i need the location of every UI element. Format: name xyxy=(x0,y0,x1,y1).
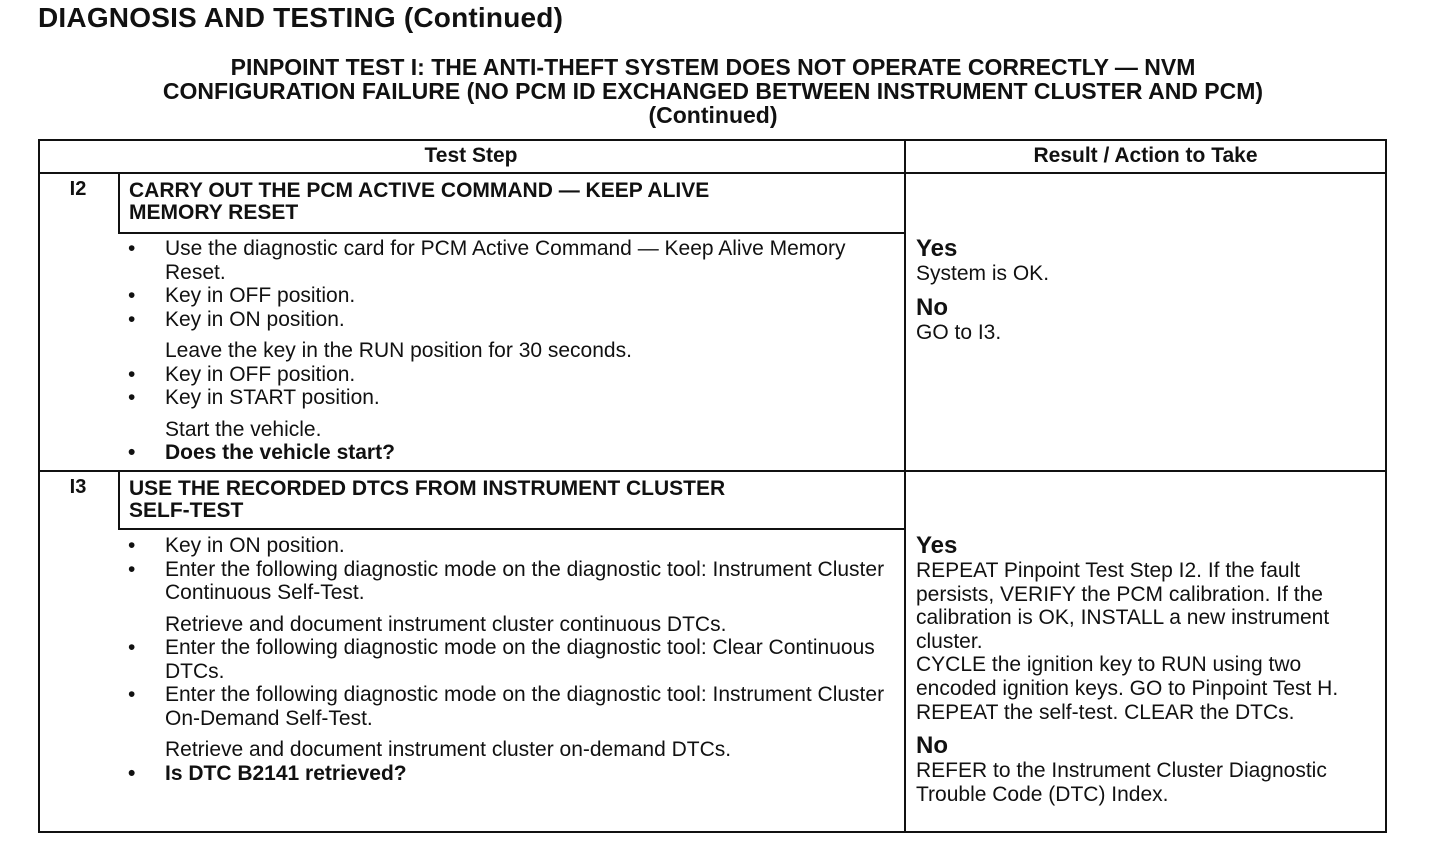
list-item: • Key in ON position. xyxy=(126,308,896,332)
step-i3-result xyxy=(916,533,1382,806)
step-i3-id: I3 xyxy=(69,476,87,498)
title-line-1: PINPOINT TEST I: THE ANTI-THEFT SYSTEM DOES NOT OPERATE CORRECTLY — NVM xyxy=(230,54,1196,80)
result-action-header: Result / Action to Take xyxy=(1033,144,1258,167)
step-i2-body xyxy=(126,237,896,465)
list-item: • Enter the following diagnostic mode on the diagnostic tool: Instrument Cluster On-Demand Self-Test. xyxy=(126,683,896,730)
page-heading: DIAGNOSIS AND TESTING (Continued) xyxy=(38,2,564,33)
no-label: No xyxy=(916,293,948,321)
list-item: • Key in START position. xyxy=(126,386,896,410)
no-action: REFER to the Instrument Cluster Diagnostic Trouble Code (DTC) Index. xyxy=(916,759,1327,806)
list-item: • Key in OFF position. xyxy=(126,363,896,387)
list-item: • Use the diagnostic card for PCM Active Command — Keep Alive Memory Reset. xyxy=(126,237,896,284)
list-note: Leave the key in the RUN position for 30 seconds. xyxy=(165,339,632,362)
list-note: Retrieve and document instrument cluster continuous DTCs. xyxy=(165,612,727,636)
list-item: • Enter the following diagnostic mode on the diagnostic tool: Instrument Cluster Continuous Self-Test. xyxy=(126,558,896,605)
step-i2-title xyxy=(129,180,899,224)
pinpoint-test-table xyxy=(38,139,1387,833)
list-item: • Enter the following diagnostic mode on the diagnostic tool: Clear Continuous DTCs. xyxy=(126,636,896,683)
table-border-right xyxy=(1385,139,1387,833)
pinpoint-test-title xyxy=(38,55,1388,127)
list-note: Retrieve and document instrument cluster on-demand DTCs. xyxy=(165,738,732,761)
no-action: GO to I3. xyxy=(916,320,1002,344)
step-i2-title-line-1: CARRY OUT THE PCM ACTIVE COMMAND — KEEP ALIVE xyxy=(129,179,710,202)
step-divider xyxy=(38,470,1387,472)
step-i3-title-line-2: SELF-TEST xyxy=(129,499,244,522)
step-i3-body xyxy=(126,534,896,785)
list-question: • Is DTC B2141 retrieved? xyxy=(126,762,896,786)
step-i2-id: I2 xyxy=(69,178,87,200)
yes-label: Yes xyxy=(916,235,958,262)
yes-label: Yes xyxy=(916,532,958,559)
list-item: • Key in ON position. xyxy=(126,534,896,558)
yes-action: System is OK. xyxy=(916,262,1050,285)
step-i3-id-divider xyxy=(118,472,120,529)
column-divider xyxy=(904,139,906,833)
table-border-bottom xyxy=(38,831,1387,833)
yes-action-1: REPEAT Pinpoint Test Step I2. If the fault persists, VERIFY the PCM calibration. If the calibration is OK, INSTALL a new instrument cluster. xyxy=(916,559,1330,653)
title-line-2: CONFIGURATION FAILURE (NO PCM ID EXCHANGED BETWEEN INSTRUMENT CLUSTER AND PCM) xyxy=(162,78,1264,104)
list-note: Start the vehicle. xyxy=(165,417,322,441)
step-i3-title-divider xyxy=(118,528,906,530)
step-i2-title-line-2: MEMORY RESET xyxy=(129,201,299,224)
step-i2-result xyxy=(916,236,1382,344)
test-step-header: Test Step xyxy=(424,144,518,167)
step-i3-title xyxy=(129,478,899,522)
step-i2-title-divider xyxy=(118,232,906,234)
title-line-3: (Continued) xyxy=(648,102,778,128)
step-i3-title-line-1: USE THE RECORDED DTCS FROM INSTRUMENT CLUSTER xyxy=(129,477,726,500)
no-label: No xyxy=(916,732,948,760)
list-question: • Does the vehicle start? xyxy=(126,441,896,465)
yes-action-2: CYCLE the ignition key to RUN using two encoded ignition keys. GO to Pinpoint Test H. REPEAT the self-test. CLEAR the DTCs. xyxy=(916,653,1339,724)
list-item: • Key in OFF position. xyxy=(126,284,896,308)
step-i2-id-divider xyxy=(118,174,120,232)
